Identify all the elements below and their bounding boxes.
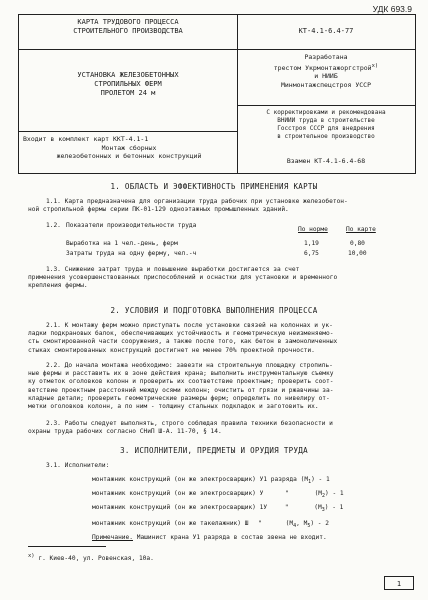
executor-4-ditto: " [258, 520, 262, 527]
executor-4-sub: 4 [293, 523, 297, 530]
left-rule-1 [19, 49, 237, 50]
developer-line-4: Минмонтажспецстроя УССР [280, 80, 371, 89]
executor-4-sub-2: 5 [307, 523, 311, 530]
approval-block [237, 109, 415, 141]
para-2-2-line-4: ветствие проектным расстояний между осями колонн; очистить от грязи и ржавчины за- [28, 386, 334, 394]
approval-line-3: Госстроя СССР для внедрения [277, 125, 375, 132]
executor-4 [92, 520, 329, 530]
table-row-2-label: Затраты труда на одну ферму, чел.-ч [66, 250, 197, 257]
executor-1-sub: 1 [308, 479, 312, 486]
header-divider [237, 15, 238, 173]
executor-1-code: (М [300, 476, 309, 483]
col-header-norm: По норме [298, 226, 328, 233]
para-1-3-line-1: 1.3. Снижение затрат труда и повышение выработки достигается за счет [46, 266, 300, 273]
para-2-1-line-4: стыках смонтированных конструкций достигнет не менее 70% проектной прочности. [28, 346, 315, 354]
table-row-1-norm: 1,19 [304, 240, 319, 247]
executor-2-label: монтажник конструкций (он же электросварщик) У [92, 490, 264, 497]
included-line-3: железобетонных и бетонных конструкций [56, 152, 202, 161]
executor-3-sub: 3 [321, 507, 325, 514]
executor-4-code: (М [285, 520, 294, 527]
note-text: Машинист крана У1 разряда в состав звена не входит. [136, 534, 327, 541]
developer-line-3: и НИИБ [314, 72, 338, 81]
executor-2-sub: 2 [322, 493, 326, 500]
section-3-title: 3. ИСПОЛНИТЕЛИ, ПРЕДМЕТЫ И ОРУДИЯ ТРУДА [120, 446, 308, 455]
header-box [18, 14, 416, 174]
table-row-2-norm: 6,75 [304, 250, 319, 257]
executor-1-count: ) - 1 [311, 476, 330, 483]
para-2-3 [28, 420, 414, 436]
doc-type-line-1: КАРТА ТРУДОВОГО ПРОЦЕССА [77, 18, 179, 26]
table-row-1-map: 0,80 [350, 240, 365, 247]
note-label: Примечание. [92, 534, 133, 541]
para-1-3-line-2: применения усовершенствованных приспособлений и оснастки для установки и временного [28, 274, 338, 282]
card-code: КТ-4.1-6.4-77 [298, 27, 354, 35]
para-2-1-line-2: ладки подкрановых балок, обеспечивающих устойчивость и геометрическую неизменяемо- [28, 330, 334, 338]
subject-line-2: СТРОПИЛЬНЫХ ФЕРМ [94, 80, 162, 88]
subject-line-3: ПРОЛЕТОМ 24 м [100, 89, 156, 97]
header-left-title [19, 18, 237, 36]
header-left-included [23, 135, 235, 161]
note [92, 534, 327, 542]
para-2-3-line-1: 2.3. Работы следует выполнять, строго соблюдая правила техники безопасности и [46, 420, 333, 427]
para-1-3-line-3: крепления фермы. [28, 282, 88, 290]
executor-3-label: монтажник конструкций (он же электросварщик) 1У [92, 504, 268, 511]
replaces-note: Взамен КТ-4.1-6.4-68 [286, 157, 366, 165]
para-2-1 [28, 322, 414, 355]
executor-3-count: ) - 1 [324, 504, 344, 511]
footnote-text: г. Киев-40, ул. Ровенская, 10а. [38, 555, 154, 563]
table-row-2-map: 10,00 [348, 250, 367, 257]
developer-org: трестом Укрмонтажоргстрой [273, 63, 372, 72]
para-2-3-line-2: охраны труда рабочих согласно СНиП Ш-А. 11-70, § 14. [28, 428, 222, 436]
executor-2 [92, 490, 344, 500]
approval-line-4: в строительное производство [277, 133, 375, 140]
executor-4-sep: , М [296, 520, 308, 527]
right-rule-1 [237, 49, 415, 50]
executor-4-count: ) - 2 [310, 520, 329, 527]
para-1-1-line-2: ной стропильной фермы серии ПК-01-129 одноэтажных промышленных зданий. [28, 206, 289, 214]
footnote-rule [28, 546, 106, 547]
col-header-map: По карте [346, 226, 376, 233]
executor-2-code: (М [314, 490, 323, 497]
executor-1-label: монтажник конструкций (он же электросварщик) У1 разряда [92, 476, 297, 483]
udk-code: УДК 693.9 [372, 4, 412, 14]
subject-line-1: УСТАНОВКА ЖЕЛЕЗОБЕТОННЫХ [77, 71, 179, 79]
para-1-3 [28, 266, 414, 291]
para-2-1-line-3: сть смонтированной части сооружения, а также после того, как бетон в замоноличенных [28, 338, 338, 346]
para-1-2-label: 1.2. [46, 222, 61, 229]
para-1-1 [28, 198, 414, 214]
header-left-subject [19, 71, 237, 98]
executor-3-code: (М [314, 504, 322, 511]
para-2-2-line-1: 2.2. До начала монтажа необходимо: завезти на строительную площадку стропиль- [46, 362, 333, 369]
executor-3 [92, 504, 343, 514]
footnote [28, 552, 154, 563]
executor-2-ditto: " [285, 490, 289, 497]
developer-block [237, 53, 415, 90]
developer-line-2 [237, 62, 415, 73]
executor-1 [92, 476, 330, 486]
left-rule-2 [19, 131, 237, 132]
footnote-ref: х) [371, 62, 379, 69]
right-rule-2 [237, 105, 415, 106]
para-2-2 [28, 362, 414, 411]
executor-3-ditto: " [284, 504, 289, 511]
para-2-2-line-2: ные фермы и расставить их в зоне действия крана; выполнить инструментальную съемку [28, 370, 334, 378]
table-row-1-label: Выработка на 1 чел.-день, ферм [66, 240, 178, 247]
para-1-2-title: Показатели производительности труда [66, 222, 197, 229]
approval-line-1: С корректировками и рекомендована [266, 109, 386, 116]
para-2-2-line-3: кy отметок оголовков колонн и проверить их соответствие проектным; проверить соот- [28, 378, 334, 386]
para-1-1-line-1: 1.1. Карта предназначена для организации труда рабочих при установке железобетон- [46, 198, 348, 205]
section-2-title: 2. УСЛОВИЯ И ПОДГОТОВКА ВЫПОЛНЕНИЯ ПРОЦЕССА [110, 306, 318, 315]
included-line-1: Входит в комплект карт ККТ-4.1-1 [23, 135, 149, 143]
executor-4-label: монтажник конструкций (он же такелажник) Ш [92, 520, 249, 527]
para-2-2-line-6: метки оголовков колонн, а по ним - толщину стальных подкладок и заготовить их. [28, 403, 319, 411]
included-line-2: Монтаж сборных [101, 143, 157, 152]
footnote-mark: х) [28, 553, 35, 559]
developer-line-1: Разработана [304, 53, 348, 61]
section-1-title: 1. ОБЛАСТЬ И ЭФФЕКТИВНОСТЬ ПРИМЕНЕНИЯ КАРТЫ [110, 182, 318, 191]
doc-type-line-2: СТРОИТЕЛЬНОГО ПРОИЗВОДСТВА [73, 27, 183, 35]
page-number: 1 [384, 576, 414, 590]
approval-line-2: ВНИИИ труда в строительстве [277, 117, 375, 124]
para-2-1-line-1: 2.1. К монтажу ферм можно приступать после установки связей на колоннах и ук- [46, 322, 333, 329]
para-2-2-line-5: кладные детали; проверить геометрические размеры ферм; определить по нивелиру от- [28, 394, 330, 402]
executor-2-count: ) - 1 [325, 490, 344, 497]
para-3-1: 3.1. Исполнители: [46, 462, 110, 469]
